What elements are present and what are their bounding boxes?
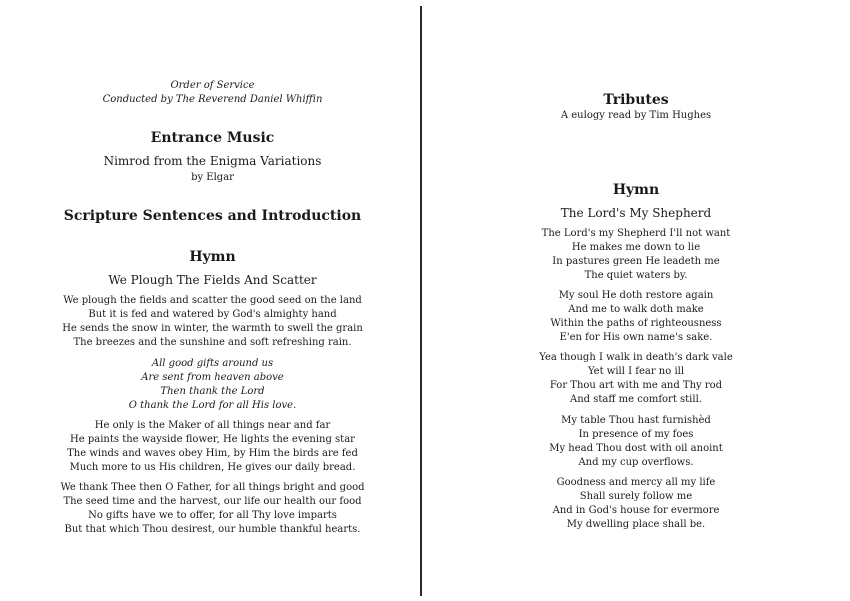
verse-line: No gifts have we to offer, for all Thy love imparts	[88, 510, 337, 521]
left-verse-1	[0, 294, 425, 350]
verse-line: He only is the Maker of all things near and far	[94, 420, 331, 431]
entrance-composer: by Elgar	[191, 172, 234, 183]
verse-line: O thank the Lord for all His love.	[128, 400, 297, 411]
verse-line: And my cup overflows.	[578, 457, 694, 468]
verse-line: In pastures green He leadeth me	[552, 256, 720, 267]
verse-line: He makes me down to lie	[571, 242, 701, 253]
verse-line: Then thank the Lord	[160, 386, 265, 397]
verse-line: The Lord's my Shepherd I'll not want	[541, 228, 731, 239]
verse-line: All good gifts around us	[151, 358, 274, 369]
verse-line: And staff me comfort still.	[570, 394, 702, 405]
verse-line: The seed time and the harvest, our life our health our food	[63, 496, 362, 507]
verse-line: We thank Thee then O Father, for all things bright and good	[60, 482, 365, 493]
right-verse-3	[422, 351, 850, 407]
verse-line: My dwelling place shall be.	[566, 519, 706, 530]
order-of-service-header	[0, 79, 425, 107]
verse-line: But that which Thou desirest, our humble thankful hearts.	[64, 524, 361, 535]
verse-line: My head Thou dost with oil anoint	[549, 443, 723, 454]
right-verse-1	[422, 227, 850, 283]
verse-line: My table Thou hast furnishèd	[561, 415, 711, 426]
verse-line: Yet will I fear no ill	[587, 366, 685, 377]
hymn-title-left: We Plough The Fields And Scatter	[108, 273, 317, 287]
verse-line: The winds and waves obey Him, by Him the birds are fed	[67, 448, 358, 459]
left-verse-3	[0, 481, 425, 537]
eulogy-note: A eulogy read by Tim Hughes	[560, 110, 712, 121]
verse-line: And in God's house for evermore	[552, 505, 720, 516]
right-page	[422, 0, 850, 601]
verse-line: And me to walk doth make	[568, 304, 704, 315]
verse-line: For Thou art with me and Thy rod	[549, 380, 723, 391]
verse-line: Are sent from heaven above	[141, 372, 284, 383]
right-verse-2	[422, 289, 850, 345]
entrance-music-heading: Entrance Music	[150, 130, 275, 146]
verse-line: Goodness and mercy all my life	[556, 477, 716, 488]
hymn-heading-right: Hymn	[612, 182, 660, 198]
verse-line: The breezes and the sunshine and soft refreshing rain.	[73, 337, 352, 348]
hymn-heading-left: Hymn	[189, 249, 236, 265]
left-verse-2	[0, 419, 425, 475]
right-verse-4	[422, 414, 850, 470]
verse-line: Much more to us His children, He gives our daily bread.	[69, 462, 356, 473]
verse-line: Shall surely follow me	[579, 491, 693, 502]
verse-line: E'en for His own name's sake.	[559, 332, 713, 343]
hymn-title-right: The Lord's My Shepherd	[560, 206, 712, 220]
verse-line: He paints the wayside flower, He lights the evening star	[70, 434, 355, 445]
verse-line: He sends the snow in winter, the warmth to swell the grain	[62, 323, 363, 334]
order-title: Order of Service	[170, 80, 255, 91]
verse-line: Yea though I walk in death's dark vale	[539, 352, 733, 363]
entrance-piece: Nimrod from the Enigma Variations	[103, 154, 322, 168]
verse-line: The quiet waters by.	[584, 270, 688, 281]
scripture-heading: Scripture Sentences and Introduction	[63, 208, 362, 224]
right-verse-5	[422, 476, 850, 532]
verse-line: We plough the fields and scatter the good seed on the land	[63, 295, 362, 306]
verse-line: In presence of my foes	[578, 429, 694, 440]
verse-line: But it is fed and watered by God's almighty hand	[88, 309, 337, 320]
verse-line: Within the paths of righteousness	[550, 318, 722, 329]
tributes-heading: Tributes	[603, 92, 669, 108]
conducted-by: Conducted by The Reverend Daniel Whiffin	[102, 94, 323, 105]
verse-line: My soul He doth restore again	[558, 290, 714, 301]
left-chorus	[0, 357, 425, 413]
